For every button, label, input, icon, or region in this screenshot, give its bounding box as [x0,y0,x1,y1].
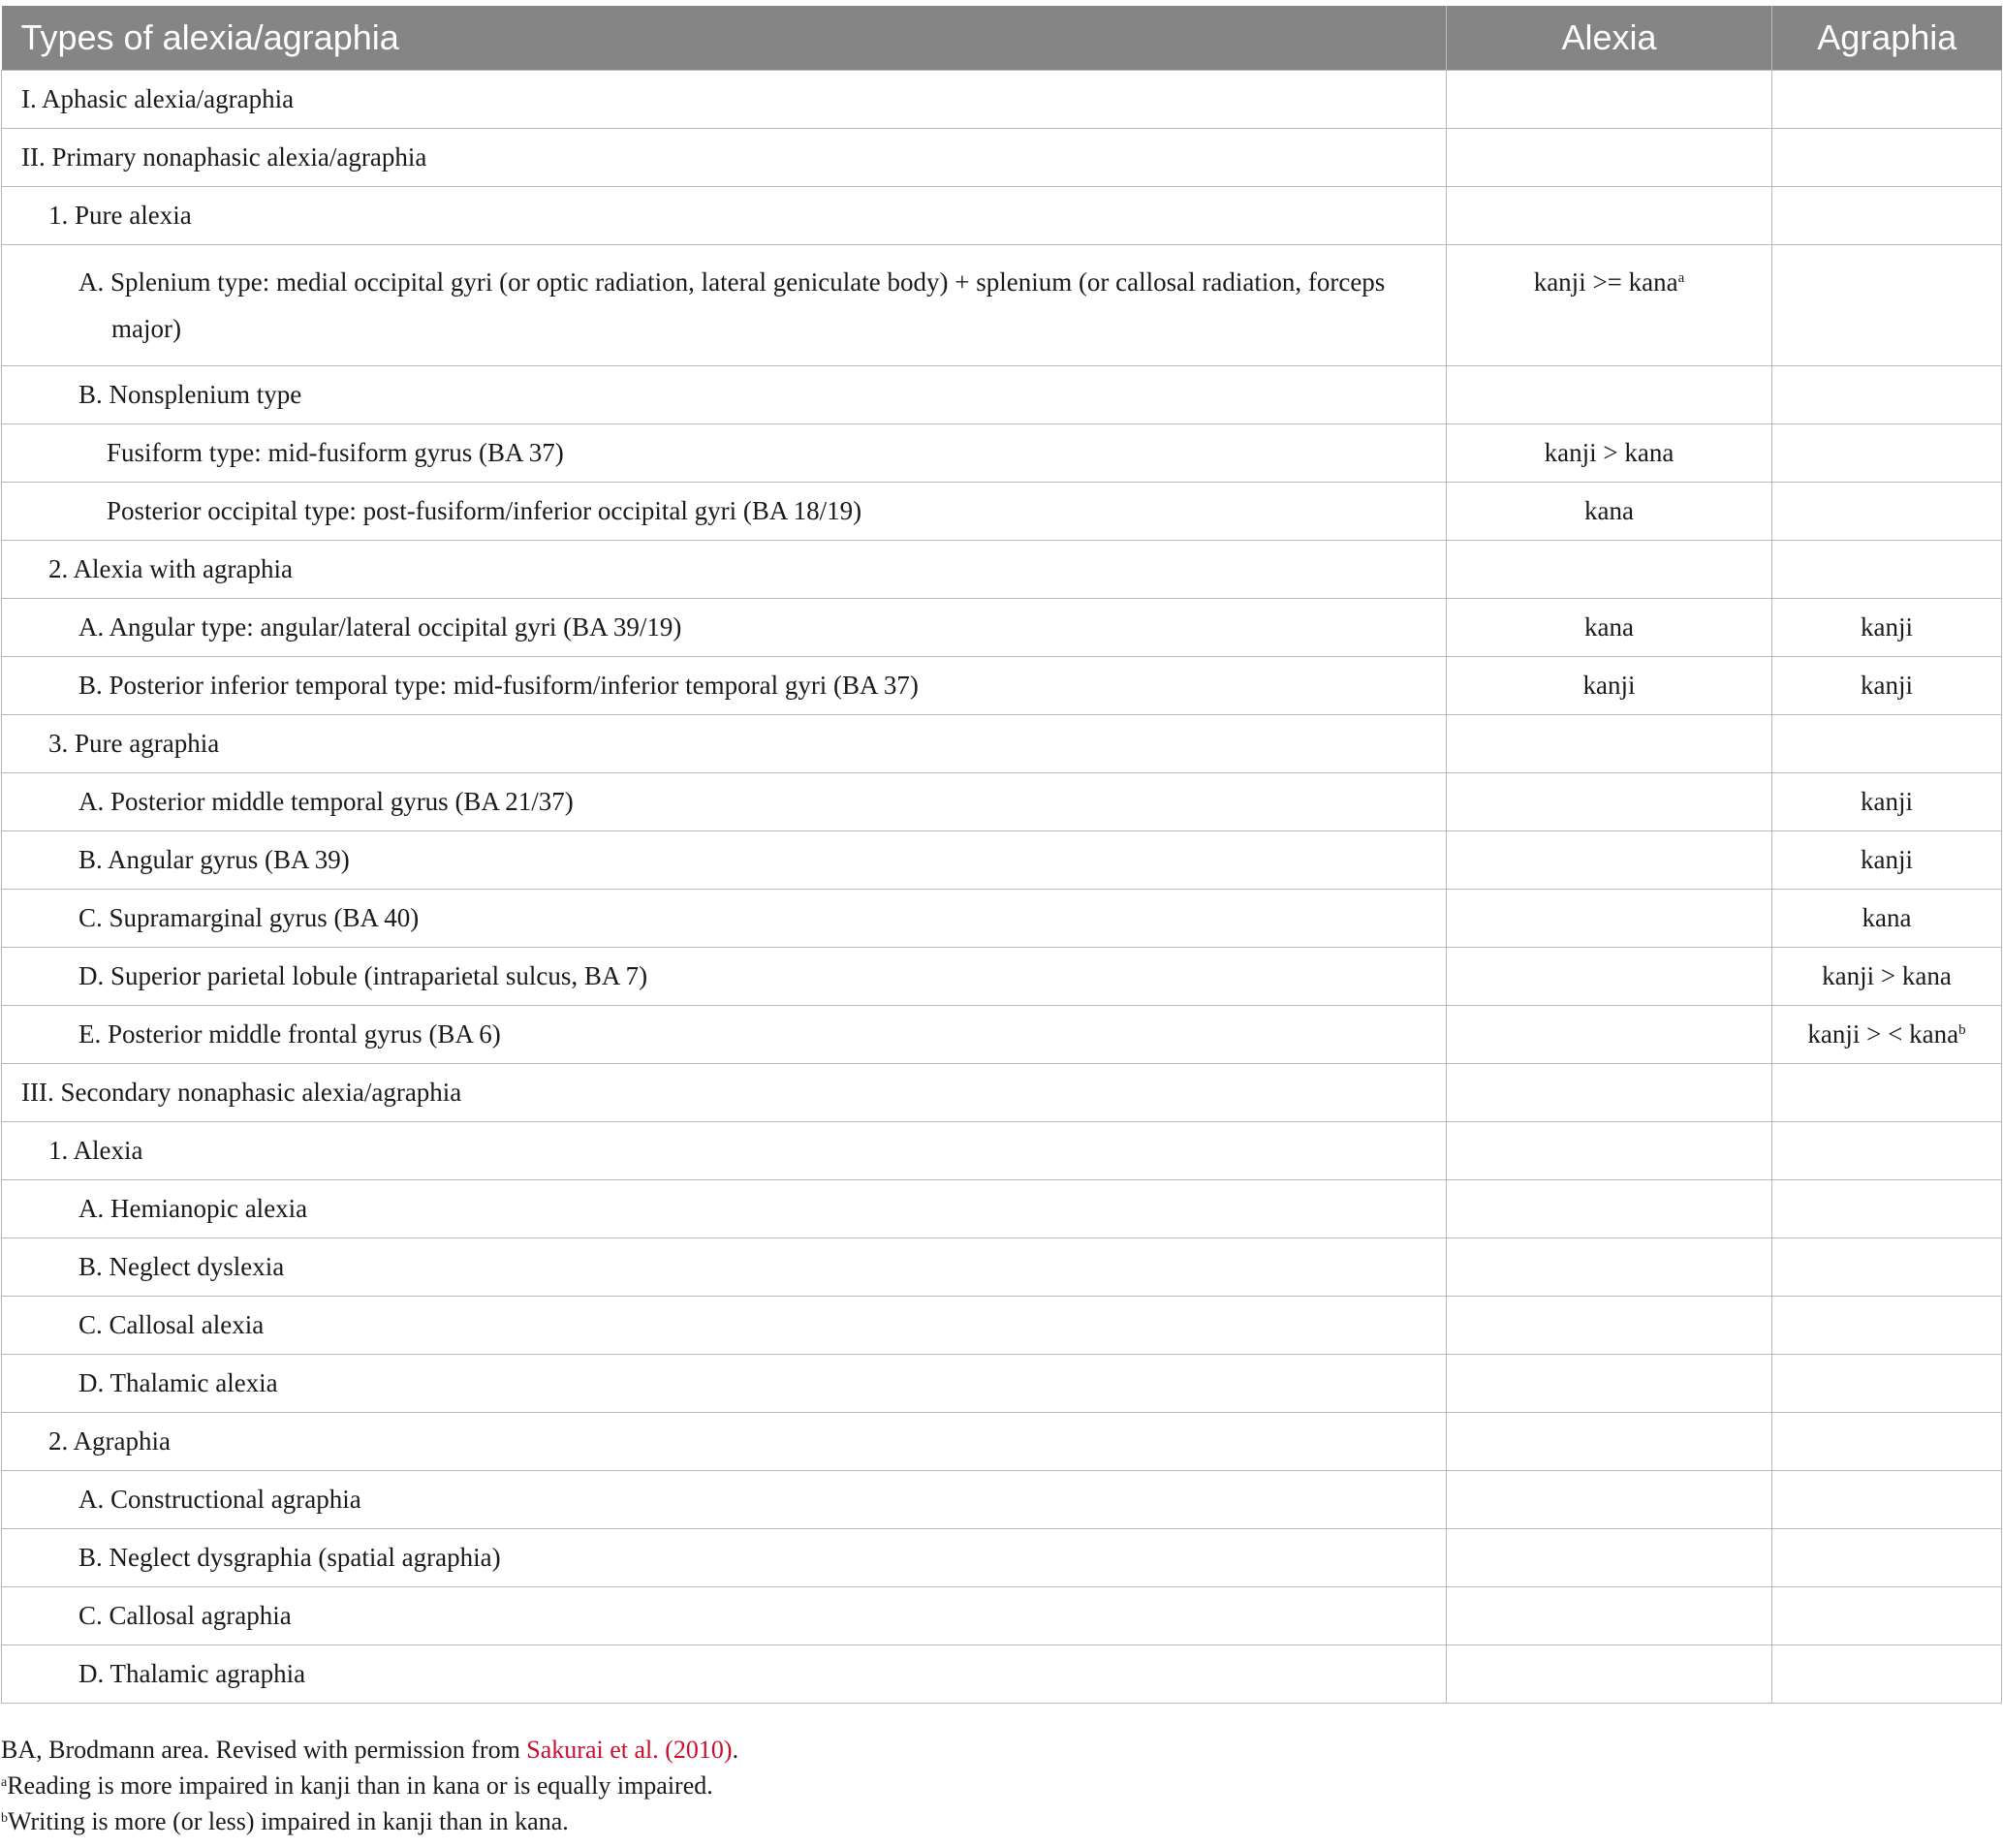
alexia-cell [1447,187,1772,245]
table-body [2,71,2002,1704]
agraphia-cell [1772,129,2002,187]
agraphia-value: kanji [1861,671,1913,700]
alexia-cell [1447,483,1772,541]
agraphia-value: kanji [1861,612,1913,642]
alexia-cell [1447,1587,1772,1645]
row-label: B. Neglect dysgraphia (spatial agraphia) [78,1543,501,1572]
agraphia-cell [1772,657,2002,715]
alexia-cell [1447,1645,1772,1704]
footnote-prefix: BA, Brodmann area. Revised with permission from [1,1736,527,1764]
table-row [2,129,2002,187]
alexia-cell [1447,366,1772,424]
row-label-cell [2,1645,1447,1704]
row-label: D. Thalamic alexia [78,1368,278,1397]
citation-link[interactable]: Sakurai et al. (2010) [526,1736,733,1764]
agraphia-cell [1772,1471,2002,1529]
footnote-b [1,1803,1997,1839]
table-row [2,715,2002,773]
footnote-suffix: . [732,1736,739,1764]
row-label-cell [2,187,1447,245]
row-label-cell [2,1471,1447,1529]
agraphia-cell [1772,71,2002,129]
agraphia-cell [1772,541,2002,599]
row-label-cell [2,1413,1447,1471]
table-row [2,187,2002,245]
agraphia-cell [1772,1645,2002,1704]
agraphia-cell [1772,1238,2002,1297]
agraphia-cell [1772,1413,2002,1471]
table-row [2,483,2002,541]
row-label-cell [2,1238,1447,1297]
agraphia-value: kanji [1861,787,1913,816]
row-label-cell [2,366,1447,424]
table-row [2,890,2002,948]
agraphia-cell [1772,773,2002,831]
header-agraphia: Agraphia [1772,6,2002,71]
alexia-value: kanji > kana [1544,438,1674,467]
row-label: 1. Alexia [48,1136,143,1165]
table-row [2,1238,2002,1297]
alexia-cell [1447,657,1772,715]
table-row [2,1529,2002,1587]
alexia-cell [1447,1297,1772,1355]
agraphia-cell [1772,1529,2002,1587]
agraphia-cell [1772,366,2002,424]
row-label-cell [2,129,1447,187]
table-row [2,1471,2002,1529]
table-row [2,1645,2002,1704]
row-label-cell [2,831,1447,890]
row-label-cell [2,424,1447,483]
row-label: 3. Pure agraphia [48,729,220,758]
row-label: A. Angular type: angular/lateral occipital gyri (BA 39/19) [78,612,682,642]
footnote-abbreviation [1,1732,1997,1768]
row-label: I. Aphasic alexia/agraphia [21,84,295,113]
row-label: C. Supramarginal gyrus (BA 40) [78,903,420,932]
table-row [2,1587,2002,1645]
alexia-value: kana [1584,612,1634,642]
row-label: A. Hemianopic alexia [78,1194,308,1223]
agraphia-cell [1772,1064,2002,1122]
row-label: A. Posterior middle temporal gyrus (BA 21/37) [78,787,574,816]
table-row [2,424,2002,483]
row-label-cell [2,541,1447,599]
footnote-b-text: Writing is more (or less) impaired in kanji than in kana. [8,1807,569,1835]
row-label-cell [2,657,1447,715]
row-label-cell [2,773,1447,831]
row-label: B. Nonsplenium type [78,380,302,409]
alexia-cell [1447,245,1772,366]
alexia-footnote-mark: a [1677,270,1685,286]
row-label: 1. Pure alexia [48,201,192,230]
row-label: C. Callosal alexia [78,1310,265,1339]
alexia-cell [1447,424,1772,483]
row-label: A. Splenium type: medial occipital gyri (or optic radiation, lateral geniculate body) + splenium (or callosal radiation, forceps major) [78,267,1386,343]
agraphia-cell [1772,187,2002,245]
agraphia-cell [1772,831,2002,890]
table-row [2,1122,2002,1180]
row-label-cell [2,1587,1447,1645]
agraphia-cell [1772,948,2002,1006]
agraphia-footnote-mark: b [1958,1022,1966,1038]
agraphia-cell [1772,1587,2002,1645]
alexia-cell [1447,1180,1772,1238]
row-label: B. Angular gyrus (BA 39) [78,845,350,874]
agraphia-cell [1772,1355,2002,1413]
alexia-cell [1447,129,1772,187]
agraphia-cell [1772,715,2002,773]
header-alexia: Alexia [1447,6,1772,71]
agraphia-cell [1772,424,2002,483]
alexia-cell [1447,1529,1772,1587]
alexia-cell [1447,890,1772,948]
table-row [2,657,2002,715]
alexia-cell [1447,1064,1772,1122]
alexia-cell [1447,715,1772,773]
table-header [2,6,2002,71]
alexia-cell [1447,773,1772,831]
row-label: B. Posterior inferior temporal type: mid-fusiform/inferior temporal gyri (BA 37) [78,671,919,700]
table-row [2,773,2002,831]
row-label: 2. Alexia with agraphia [48,554,293,583]
row-label-cell [2,71,1447,129]
alexia-cell [1447,1413,1772,1471]
row-label: C. Callosal agraphia [78,1601,292,1630]
alexia-cell [1447,599,1772,657]
row-label-cell [2,483,1447,541]
table-row [2,366,2002,424]
row-label: Posterior occipital type: post-fusiform/inferior occipital gyri (BA 18/19) [107,496,862,525]
agraphia-cell [1772,1006,2002,1064]
row-label-cell [2,1180,1447,1238]
row-label: D. Thalamic agraphia [78,1659,306,1688]
agraphia-value: kana [1862,903,1912,932]
table-row [2,245,2002,366]
alexia-value: kanji [1582,671,1636,700]
table-footnotes [1,1732,1997,1839]
row-label-cell [2,890,1447,948]
alexia-value: kanji >= kana [1533,267,1678,297]
alexia-cell [1447,948,1772,1006]
table-row [2,831,2002,890]
footnote-a [1,1768,1997,1803]
table-row [2,541,2002,599]
row-label: B. Neglect dyslexia [78,1252,285,1281]
agraphia-cell [1772,1297,2002,1355]
alexia-cell [1447,831,1772,890]
alexia-cell [1447,1355,1772,1413]
table-row [2,1064,2002,1122]
row-label-cell [2,1006,1447,1064]
row-label: A. Constructional agraphia [78,1485,361,1514]
row-label-cell [2,715,1447,773]
row-label-cell [2,1529,1447,1587]
alexia-cell [1447,1471,1772,1529]
agraphia-cell [1772,483,2002,541]
row-label-cell [2,1297,1447,1355]
agraphia-value: kanji > < kana [1807,1019,1959,1049]
alexia-cell [1447,541,1772,599]
row-label-cell [2,948,1447,1006]
alexia-agraphia-table [1,6,2002,1704]
row-label: E. Posterior middle frontal gyrus (BA 6) [78,1019,501,1049]
row-label: 2. Agraphia [48,1426,171,1456]
header-row [2,6,2002,71]
agraphia-cell [1772,245,2002,366]
agraphia-value: kanji [1861,845,1913,874]
table-row [2,948,2002,1006]
row-label-cell [2,599,1447,657]
alexia-cell [1447,1006,1772,1064]
header-types: Types of alexia/agraphia [2,6,1447,71]
row-label: II. Primary nonaphasic alexia/agraphia [21,142,427,172]
row-label-cell [2,245,1447,366]
row-label-cell [2,1122,1447,1180]
table-row [2,1355,2002,1413]
footnote-a-text: Reading is more impaired in kanji than in kana or is equally impaired. [7,1771,713,1800]
table-row [2,599,2002,657]
agraphia-cell [1772,1122,2002,1180]
row-label: III. Secondary nonaphasic alexia/agraphia [21,1078,462,1107]
row-label: Fusiform type: mid-fusiform gyrus (BA 37) [107,438,564,467]
table-row [2,1297,2002,1355]
row-label-cell [2,1064,1447,1122]
row-label-cell [2,1355,1447,1413]
table-row [2,1006,2002,1064]
footnote-a-mark: a [1,1775,8,1790]
alexia-cell [1447,1122,1772,1180]
agraphia-cell [1772,1180,2002,1238]
alexia-value: kana [1584,496,1634,525]
alexia-cell [1447,71,1772,129]
table-row [2,71,2002,129]
table-row [2,1180,2002,1238]
row-label: D. Superior parietal lobule (intraparietal sulcus, BA 7) [78,961,648,990]
agraphia-cell [1772,890,2002,948]
agraphia-value: kanji > kana [1822,961,1952,990]
footnote-b-mark: b [1,1811,8,1826]
table-row [2,1413,2002,1471]
agraphia-cell [1772,599,2002,657]
alexia-cell [1447,1238,1772,1297]
